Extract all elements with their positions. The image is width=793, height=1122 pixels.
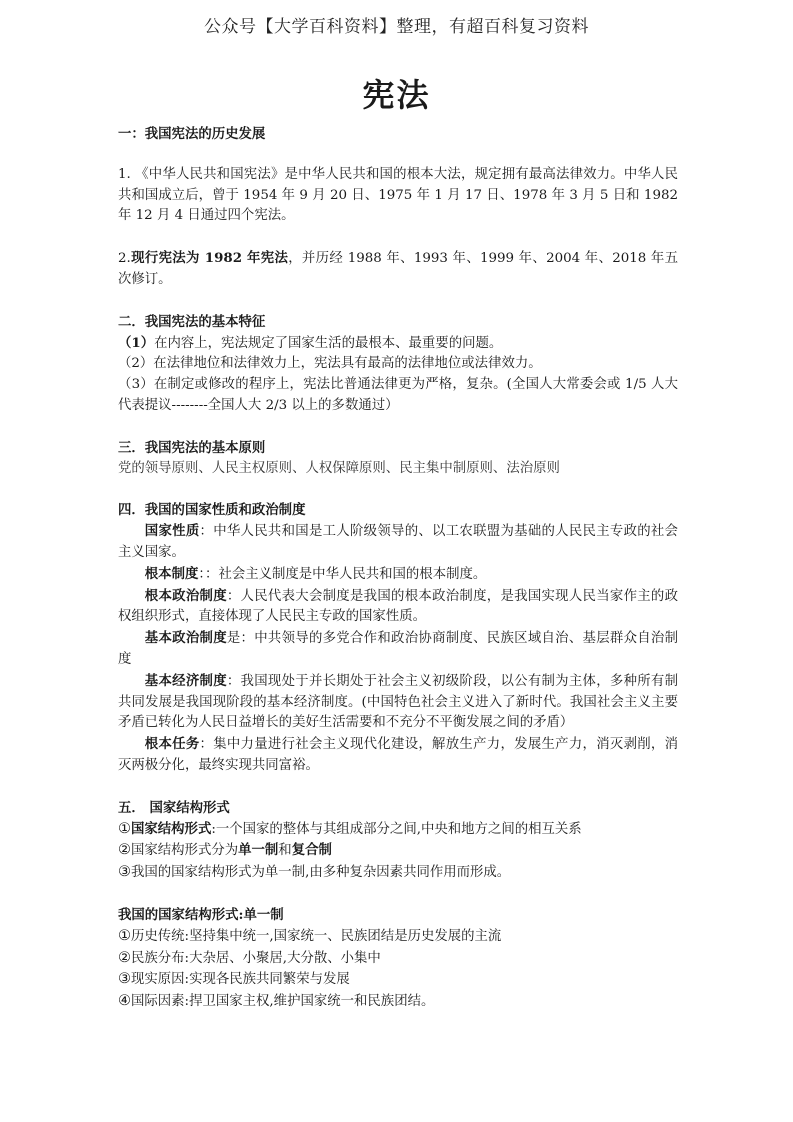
section-2-item-1 [118, 333, 678, 355]
section-4-item-fundamental-task [118, 734, 678, 777]
section-6-item-1-text: 历史传统:坚持集中统一,国家统一、民族团结是历史发展的主流 [131, 928, 502, 944]
section-4-item-6-label: 根本任务 [144, 736, 200, 753]
section-5-line-2 [118, 840, 678, 862]
section-5-heading: 五． 国家结构形式 [118, 799, 230, 816]
section-2-item-1-number: （1） [118, 334, 155, 351]
section-2-item-1-text: 在内容上，宪法规定了国家生活的最根本、最重要的问题。 [154, 335, 503, 351]
section-2-item-2: （2）在法律地位和法律效力上，宪法具有最高的法律地位或法律效力。 [118, 356, 542, 372]
section-4-item-2-label: 根本制度 [144, 565, 199, 582]
section-4-item-1-text: ：中华人民共和国是工人阶级领导的、以工农联盟为基础的人民民主专政的社会主义国家。 [118, 524, 678, 560]
section-4-item-basic-economic-system [118, 671, 678, 734]
section-5-line-1-text: :一个国家的整体与其组成部分之间,中央和地方之间的相互关系 [211, 821, 582, 837]
document-title: 宪法 [362, 76, 431, 114]
section-4-item-4-label: 基本政治制度 [144, 630, 227, 647]
section-4-item-state-nature [118, 521, 678, 564]
section-2-heading: 二．我国宪法的基本特征 [118, 313, 266, 330]
section-5-line-2-unitary: 单一制 [238, 842, 279, 859]
section-5-line-1-bold: 国家结构形式 [131, 820, 212, 837]
section-6-item-4-mark: ④ [118, 993, 131, 1010]
section-5-line-2-compound: 复合制 [291, 842, 332, 859]
section-4-item-fundamental-political-system [118, 586, 678, 629]
section-4-item-5-label: 基本经济制度 [144, 672, 227, 689]
section-6-heading: 我国的国家结构形式:单一制 [118, 906, 284, 923]
section-5-line-1 [118, 819, 678, 841]
section-4-item-2-text: ：：社会主义制度是中华人民共和国的根本制度。 [198, 566, 487, 582]
section-6-item-4-text: 国际因素:捍卫国家主权,维护国家统一和民族团结。 [131, 994, 435, 1010]
section-5-line-3-text: 我国的国家结构形式为单一制,由多种复杂因素共同作用而形成。 [131, 865, 511, 881]
section-6-item-3-text: 现实原因:实现各民族共同繁荣与发展 [131, 972, 350, 988]
section-4-item-5-text: ：我国现处于并长期处于社会主义初级阶段，以公有制为主体，多种所有制共同发展是我国现阶段的基本经济制度。(中国特色社会主义进入了新时代。我国社会主义主要矛盾已转化为人民日益增长的美好生活需要和不充分不平衡发展之间的矛盾） [118, 673, 678, 731]
section-5-line-3 [118, 862, 678, 884]
section-1-p2-rest: ，并历经 1988 年、1993 年、1999 年、2004 年、2018 年五次修订。 [118, 251, 678, 287]
section-4-item-1-label: 国家性质 [144, 523, 200, 540]
section-6-item-4 [118, 991, 678, 1013]
section-4-heading: 四．我国的国家性质和政治制度 [118, 502, 306, 519]
section-5-line-2-mark: ② [118, 842, 131, 859]
section-1-paragraph-1: 1. 《中华人民共和国宪法》是中华人民共和国的根本大法，规定拥有最高法律效力。中华人民共和国成立后，曾于 1954 年 9 月 20 日、1975 年 1 月 17 日、1978 年 3 月 5 日和 1982 年 12 月 4 日通过四个宪法。 [118, 166, 678, 224]
section-6-item-2-text: 民族分布:大杂居、小聚居,大分散、小集中 [131, 950, 381, 966]
section-5-line-3-mark: ③ [118, 864, 131, 881]
section-6-item-1-mark: ① [118, 927, 131, 944]
section-1-p2-bold: 现行宪法为 1982 年宪法 [130, 250, 289, 267]
document-body [118, 124, 678, 1013]
section-6-item-2 [118, 948, 678, 970]
section-4-item-3-text: ：人民代表大会制度是我国的根本政治制度，是我国实现人民当家作主的政权组织形式，直接体现了人民民主专政的国家性质。 [118, 588, 678, 625]
source-header: 公众号【大学百科资料】整理，有超百科复习资料 [204, 17, 589, 37]
section-4-item-fundamental-system [118, 564, 678, 586]
section-5-line-2-text-b: 和 [278, 843, 292, 859]
section-2-item-3: （3）在制定或修改的程序上，宪法比普通法律更为严格，复杂。(全国人大常委会或 1/5 人大代表提议--------全国人大 2/3 以上的多数通过） [118, 377, 678, 413]
section-6-item-3-mark: ③ [118, 971, 131, 988]
section-6-item-2-mark: ② [118, 949, 131, 966]
section-1-paragraph-2 [118, 248, 678, 291]
section-6-item-3 [118, 969, 678, 991]
section-5-line-1-mark: ① [118, 820, 131, 837]
section-4-item-3-label: 根本政治制度 [144, 587, 227, 604]
section-4-item-6-text: ：集中力量进行社会主义现代化建设，解放生产力，发展生产力，消灭剥削，消灭两极分化，最终实现共同富裕。 [118, 737, 678, 773]
section-4-item-4-text: 是：中共领导的多党合作和政治协商制度、民族区域自治、基层群众自治制度 [118, 631, 678, 667]
section-5-line-2-text-a: 国家结构形式分为 [131, 843, 239, 859]
section-4-item-basic-political-system [118, 628, 678, 671]
section-1-heading: 一：我国宪法的历史发展 [118, 126, 266, 142]
section-1-p2-prefix: 2. [118, 251, 131, 267]
section-3-principles: 党的领导原则、人民主权原则、人权保障原则、民主集中制原则、法治原则 [118, 460, 560, 476]
section-3-heading: 三．我国宪法的基本原则 [118, 439, 266, 456]
section-6-item-1 [118, 926, 678, 948]
